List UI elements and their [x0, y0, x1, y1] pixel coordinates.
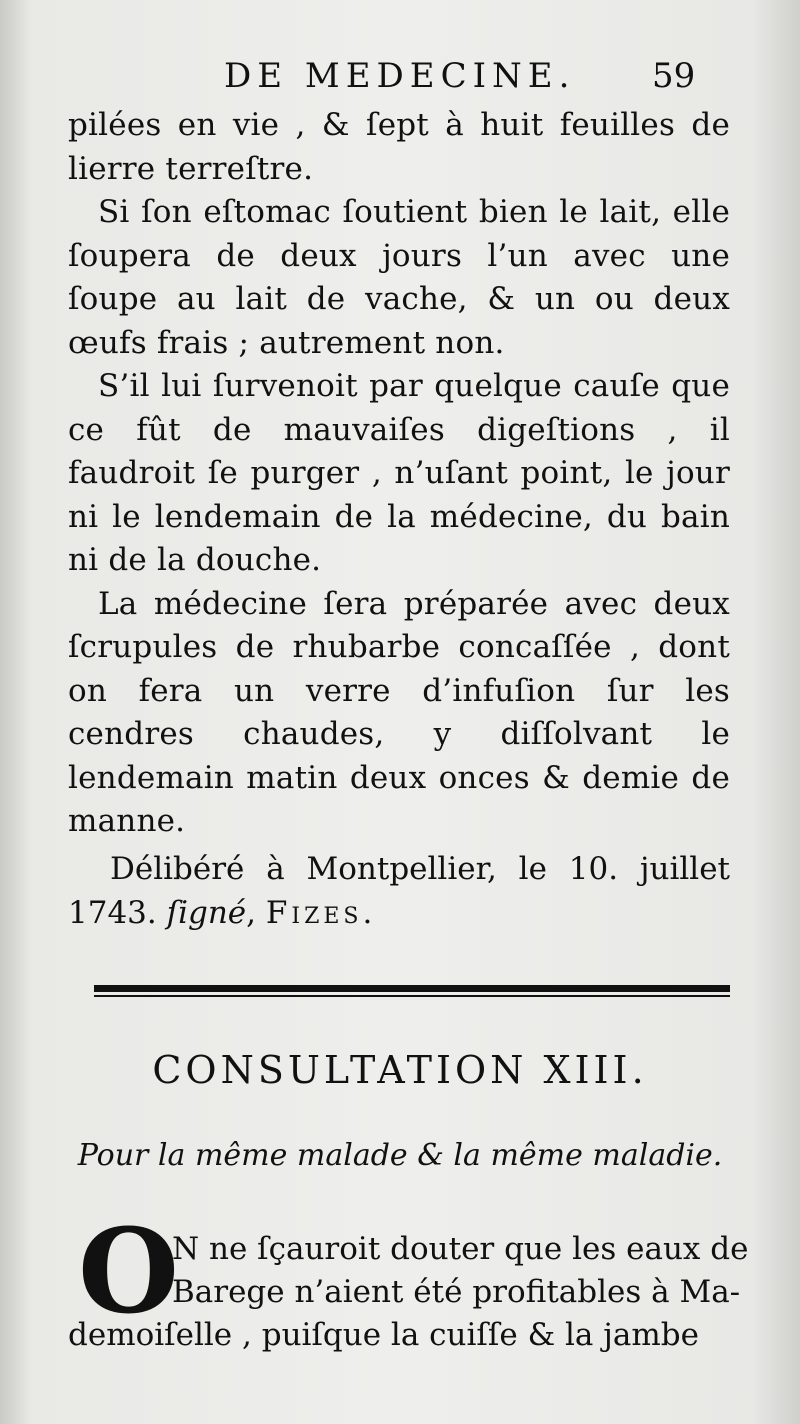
drop-cap: O — [78, 1204, 180, 1340]
body-text — [68, 104, 730, 844]
paragraph: pilées en vie , & ſept à huit feuilles de lierre terreſtre. — [68, 107, 730, 187]
deliberation-date: Délibéré à Montpellier, le 10. juillet 1743. — [68, 851, 730, 931]
paragraph: S’il lui ſurvenoit par quelque cauſe que ce fût de mauvaiſes digeſtions , il faudroit ſe purger , n’uſant point, le jour ni le lendemain de la médecine, du bain ni de la douche. — [68, 368, 730, 578]
text-line: demoiſelle , puiſque la cuiſſe & la jambe — [68, 1317, 699, 1353]
consultation-title: CONSULTATION XIII. — [152, 1048, 648, 1092]
paragraph: La médecine ſera préparée avec deux ſcrupules de rhubarbe concaſſée , dont on fera un verre d’infuſion ſur les cendres chaudes, y diſſolvant le lendemain matin deux onces & demie de manne. — [68, 585, 730, 839]
signature: Fizes. — [265, 894, 377, 931]
page-header — [0, 56, 800, 96]
divider-thin-line — [94, 995, 730, 997]
text-line: Barege n’aient été profitables à Ma- — [172, 1274, 741, 1310]
signed-paragraph: Délibéré à Montpellier, le 10. juillet 1743. ſigné, Fizes. — [68, 851, 730, 931]
signed-word: ſigné — [166, 894, 247, 931]
consultation-subtitle: Pour la même malade & la même maladie. — [77, 1138, 723, 1173]
paragraph: Si ſon eſtomac ſoutient bien le lait, elle ſoupera de deux jours l’un avec une ſoupe au lait de vache, & un ou deux œufs frais ; autrement non. — [68, 194, 730, 361]
divider-thick-line — [94, 985, 730, 992]
running-title: DE MEDECINE. — [224, 56, 576, 96]
section-divider — [94, 985, 730, 997]
text-line: N ne ſçauroit douter que les eaux de — [172, 1231, 749, 1267]
signed-block — [68, 848, 730, 935]
page-number: 59 — [652, 56, 696, 96]
consultation-text — [68, 1228, 749, 1357]
